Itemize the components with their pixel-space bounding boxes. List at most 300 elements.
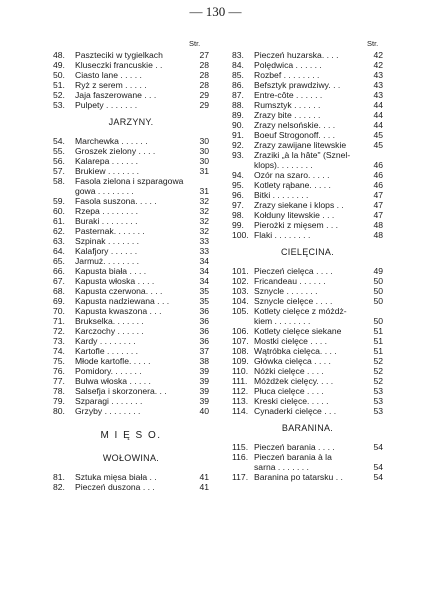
entry-title: Kardy . . . . . . . . bbox=[75, 336, 136, 346]
toc-entry bbox=[53, 146, 209, 156]
toc-entry bbox=[53, 472, 209, 482]
entry-page: 37 bbox=[199, 346, 209, 356]
entry-page: 43 bbox=[373, 90, 383, 100]
entry-number: 64. bbox=[53, 246, 65, 256]
toc-entry bbox=[53, 256, 209, 266]
entry-page: 32 bbox=[199, 206, 209, 216]
toc-entry bbox=[53, 60, 209, 70]
entry-title: Kotlety cielęce siekane bbox=[254, 326, 342, 336]
entry-number: 59. bbox=[53, 196, 65, 206]
entry-page: 34 bbox=[199, 266, 209, 276]
entry-title: Szpinak . . . . . . . bbox=[75, 236, 139, 246]
toc-entry bbox=[53, 246, 209, 256]
entry-page: 50 bbox=[373, 296, 383, 306]
toc-entry bbox=[232, 296, 383, 306]
toc-entry bbox=[232, 210, 383, 220]
entry-title: Bitki . . . . . . . . bbox=[254, 190, 309, 200]
entry-page: 54 bbox=[373, 442, 383, 452]
entry-number: 84. bbox=[232, 60, 244, 70]
entry-page: 52 bbox=[373, 376, 383, 386]
entry-page: 49 bbox=[373, 266, 383, 276]
entry-title: Karczochy . . . . . . bbox=[75, 326, 144, 336]
entry-page: 42 bbox=[373, 50, 383, 60]
entry-number: 108. bbox=[232, 346, 249, 356]
entry-number: 56. bbox=[53, 156, 65, 166]
entry-title: Sztuka mięsa biała . . bbox=[75, 472, 157, 482]
entry-page: 52 bbox=[373, 356, 383, 366]
entry-number: 50. bbox=[53, 70, 65, 80]
right-group1b bbox=[232, 170, 383, 240]
right-column bbox=[232, 50, 383, 482]
entry-page: 36 bbox=[199, 326, 209, 336]
entry-page: 32 bbox=[199, 196, 209, 206]
entry-number: 95. bbox=[232, 180, 244, 190]
left-group1 bbox=[53, 50, 209, 110]
entry-number: 81. bbox=[53, 472, 65, 482]
entry-page: 39 bbox=[199, 366, 209, 376]
right-group3b bbox=[232, 472, 383, 482]
entry-number: 54. bbox=[53, 136, 65, 146]
entry-number: 113. bbox=[232, 396, 249, 406]
toc-entry bbox=[232, 190, 383, 200]
toc-entry bbox=[53, 176, 209, 186]
entry-title: Flaki . . . . . . . . bbox=[254, 230, 311, 240]
entry-title: Wątróbka cielęca. . . . bbox=[254, 346, 337, 356]
entry-number: 61. bbox=[53, 216, 65, 226]
continuation-text: gowa . . . . . . . . bbox=[75, 186, 134, 196]
entry-number: 104. bbox=[232, 296, 249, 306]
toc-entry bbox=[53, 356, 209, 366]
section-heading-jarzyny: JARZYNY. bbox=[108, 117, 154, 127]
entry-page: 29 bbox=[199, 100, 209, 110]
entry-number: 93. bbox=[232, 150, 244, 160]
entry-title: Bulwa włoska . . . . . bbox=[75, 376, 151, 386]
entry-number: 106. bbox=[232, 326, 249, 336]
entry-page: 28 bbox=[199, 70, 209, 80]
entry-page: 33 bbox=[199, 246, 209, 256]
entry-title: Zrazy bite . . . . . . bbox=[254, 110, 321, 120]
entry-number: 99. bbox=[232, 220, 244, 230]
entry-number: 72. bbox=[53, 326, 65, 336]
entry-page: 32 bbox=[199, 216, 209, 226]
right-group2a bbox=[232, 266, 383, 316]
entry-number: 87. bbox=[232, 90, 244, 100]
entry-number: 83. bbox=[232, 50, 244, 60]
toc-entry bbox=[232, 276, 383, 286]
toc-entry bbox=[53, 70, 209, 80]
right-group1 bbox=[232, 50, 383, 160]
entry-number: 66. bbox=[53, 266, 65, 276]
entry-page: 46 bbox=[373, 180, 383, 190]
entry-number: 62. bbox=[53, 226, 65, 236]
toc-entry bbox=[53, 100, 209, 110]
toc-entry bbox=[53, 236, 209, 246]
entry-title: Sznycle cielęce . . . . bbox=[254, 296, 333, 306]
entry-title: Zrazy zawijane litewskie bbox=[254, 140, 347, 150]
toc-entry bbox=[232, 170, 383, 180]
entry-number: 63. bbox=[53, 236, 65, 246]
entry-title: Główka cielęca . . . . bbox=[254, 356, 331, 366]
section-heading-cielecina: CIELĘCINA. bbox=[280, 247, 334, 257]
continuation-page: 31 bbox=[199, 186, 209, 196]
entry-title: Zrazy nelsońskie. . . . bbox=[254, 120, 336, 130]
entry-title: Fasola suszona. . . . . bbox=[75, 196, 157, 206]
entry-page: 30 bbox=[199, 146, 209, 156]
entry-number: 114. bbox=[232, 406, 249, 416]
toc-entry bbox=[53, 406, 209, 416]
entry-number: 91. bbox=[232, 130, 244, 140]
toc-entry bbox=[232, 336, 383, 346]
continuation-page: 50 bbox=[373, 316, 383, 326]
entry-title: Jarmuż. . . . . . . . bbox=[75, 256, 139, 266]
entry-page: 44 bbox=[373, 120, 383, 130]
continuation-page: 54 bbox=[373, 462, 383, 472]
entry-page: 52 bbox=[373, 366, 383, 376]
entry-number: 65. bbox=[53, 256, 65, 266]
toc-entry bbox=[232, 326, 383, 336]
toc-entry bbox=[53, 336, 209, 346]
entry-number: 115. bbox=[232, 442, 249, 452]
entry-title: Pierożki z mięsem . . . bbox=[254, 220, 339, 230]
entry-page: 47 bbox=[373, 210, 383, 220]
entry-page: 54 bbox=[373, 472, 383, 482]
entry-title: Boeuf Strogonoff. . . . bbox=[254, 130, 336, 140]
entry-number: 109. bbox=[232, 356, 249, 366]
entry-page: 39 bbox=[199, 396, 209, 406]
entry-title: Pomidory. . . . . . . bbox=[75, 366, 142, 376]
toc-entry bbox=[53, 90, 209, 100]
toc-entry bbox=[53, 50, 209, 60]
continuation-page: 46 bbox=[373, 160, 383, 170]
entry-number: 71. bbox=[53, 316, 65, 326]
entry-page: 50 bbox=[373, 286, 383, 296]
entry-title: Pieczeń duszona . . . bbox=[75, 482, 155, 492]
entry-page: 51 bbox=[373, 346, 383, 356]
toc-entry bbox=[232, 442, 383, 452]
entry-title: Paszteciki w tygielkach bbox=[75, 50, 163, 60]
toc-entry bbox=[53, 226, 209, 236]
toc-entry bbox=[53, 366, 209, 376]
entry-title: Entre-côte . . . . . . bbox=[254, 90, 323, 100]
entry-title: Groszek zielony . . . . bbox=[75, 146, 156, 156]
toc-entry bbox=[232, 230, 383, 240]
entry-title: Buraki . . . . . . . . bbox=[75, 216, 138, 226]
entry-title: Szparagi . . . . . . . bbox=[75, 396, 143, 406]
entry-page: 46 bbox=[373, 170, 383, 180]
toc-entry bbox=[232, 396, 383, 406]
entry-number: 82. bbox=[53, 482, 65, 492]
left-group2b bbox=[53, 196, 209, 416]
entry-number: 69. bbox=[53, 296, 65, 306]
entry-page: 50 bbox=[373, 276, 383, 286]
entry-number: 98. bbox=[232, 210, 244, 220]
left-group2a bbox=[53, 136, 209, 186]
entry-page bbox=[193, 176, 209, 186]
toc-entry bbox=[53, 196, 209, 206]
entry-title: Kotlety rąbane. . . . . bbox=[254, 180, 331, 190]
entry-title: Brukiew . . . . . . . bbox=[75, 166, 139, 176]
toc-entry bbox=[53, 316, 209, 326]
page-number: — 130 — bbox=[189, 4, 242, 19]
toc-entry bbox=[232, 286, 383, 296]
entry-number: 70. bbox=[53, 306, 65, 316]
continuation-line bbox=[53, 186, 209, 196]
entry-number: 78. bbox=[53, 386, 65, 396]
toc-entry bbox=[53, 156, 209, 166]
entry-title: Móżdżek cielęcy. . . . bbox=[254, 376, 334, 386]
entry-title: Pieczeń cielęca . . . . bbox=[254, 266, 333, 276]
toc-entry bbox=[232, 70, 383, 80]
entry-title: Polędwica . . . . . . bbox=[254, 60, 322, 70]
entry-page: 41 bbox=[199, 482, 209, 492]
entry-page: 29 bbox=[199, 90, 209, 100]
entry-number: 67. bbox=[53, 276, 65, 286]
entry-title: Nóżki cielęce . . . . bbox=[254, 366, 324, 376]
toc-entry bbox=[53, 482, 209, 492]
entry-number: 90. bbox=[232, 120, 244, 130]
entry-number: 77. bbox=[53, 376, 65, 386]
entry-number: 107. bbox=[232, 336, 249, 346]
entry-page: 28 bbox=[199, 60, 209, 70]
toc-entry bbox=[53, 136, 209, 146]
toc-entry bbox=[232, 90, 383, 100]
entry-title: Mostki cielęce . . . . bbox=[254, 336, 328, 346]
entry-title: Kapusta czerwona. . . . bbox=[75, 286, 163, 296]
entry-number: 58. bbox=[53, 176, 65, 186]
entry-page: 42 bbox=[373, 60, 383, 70]
entry-title: Zraziki „à la hâte" (Sznel- bbox=[254, 150, 351, 160]
entry-title: Rumsztyk . . . . . . bbox=[254, 100, 321, 110]
toc-entry bbox=[53, 276, 209, 286]
entry-number: 100. bbox=[232, 230, 249, 240]
entry-number: 76. bbox=[53, 366, 65, 376]
entry-page: 51 bbox=[373, 336, 383, 346]
entry-page: 48 bbox=[373, 230, 383, 240]
right-group2b bbox=[232, 326, 383, 416]
entry-number: 117. bbox=[232, 472, 249, 482]
entry-number: 55. bbox=[53, 146, 65, 156]
entry-page: 30 bbox=[199, 136, 209, 146]
entry-page: 35 bbox=[199, 286, 209, 296]
toc-entry bbox=[53, 326, 209, 336]
entry-title: Rzepa . . . . . . . . bbox=[75, 206, 139, 216]
right-group3a bbox=[232, 442, 383, 462]
entry-number: 79. bbox=[53, 396, 65, 406]
entry-page: 34 bbox=[199, 256, 209, 266]
entry-number: 53. bbox=[53, 100, 65, 110]
toc-entry bbox=[232, 120, 383, 130]
toc-entry bbox=[232, 346, 383, 356]
entry-page: 36 bbox=[199, 306, 209, 316]
entry-number: 74. bbox=[53, 346, 65, 356]
section-heading-mieso: M I Ę S O. bbox=[100, 430, 162, 441]
entry-title: Befsztyk prawdziwy. . . bbox=[254, 80, 341, 90]
toc-entry bbox=[232, 376, 383, 386]
entry-title: Kluseczki francuskie . . bbox=[75, 60, 163, 70]
entry-page: 44 bbox=[373, 110, 383, 120]
entry-number: 88. bbox=[232, 100, 244, 110]
entry-number: 94. bbox=[232, 170, 244, 180]
toc-entry bbox=[232, 100, 383, 110]
entry-page: 47 bbox=[373, 190, 383, 200]
left-column bbox=[53, 50, 209, 492]
entry-title: Kotlety cielęce z móżdż- bbox=[254, 306, 347, 316]
entry-number: 96. bbox=[232, 190, 244, 200]
entry-page: 51 bbox=[373, 326, 383, 336]
entry-number: 89. bbox=[232, 110, 244, 120]
entry-page: 27 bbox=[199, 50, 209, 60]
entry-page: 28 bbox=[199, 80, 209, 90]
toc-entry bbox=[232, 472, 383, 482]
entry-page: 40 bbox=[199, 406, 209, 416]
toc-entry bbox=[232, 80, 383, 90]
toc-entry bbox=[232, 50, 383, 60]
toc-entry bbox=[232, 356, 383, 366]
entry-title: Kreski cielęce. . . . . bbox=[254, 396, 329, 406]
section-heading-baranina: BARANINA. bbox=[281, 423, 334, 433]
entry-number: 111. bbox=[232, 376, 248, 386]
toc-entry bbox=[53, 396, 209, 406]
entry-number: 112. bbox=[232, 386, 249, 396]
entry-number: 97. bbox=[232, 200, 244, 210]
entry-number: 86. bbox=[232, 80, 244, 90]
entry-title: Kapusta nadziewana . . . bbox=[75, 296, 170, 306]
toc-entry bbox=[53, 206, 209, 216]
entry-number: 85. bbox=[232, 70, 244, 80]
entry-page bbox=[367, 452, 383, 462]
entry-number: 102. bbox=[232, 276, 249, 286]
toc-entry bbox=[232, 130, 383, 140]
entry-number: 60. bbox=[53, 206, 65, 216]
entry-number: 103. bbox=[232, 286, 249, 296]
continuation-line bbox=[232, 462, 383, 472]
entry-number: 51. bbox=[53, 80, 65, 90]
toc-entry bbox=[232, 60, 383, 70]
toc-entry bbox=[232, 452, 383, 462]
entry-page: 35 bbox=[199, 296, 209, 306]
entry-title: Kołduny litewskie . . . bbox=[254, 210, 335, 220]
entry-page: 36 bbox=[199, 316, 209, 326]
entry-page: 53 bbox=[373, 396, 383, 406]
entry-title: Ozór na szaro. . . . . bbox=[254, 170, 330, 180]
entry-title: Fricandeau . . . . . . bbox=[254, 276, 326, 286]
entry-title: Salsefja i skorzonera. . . bbox=[75, 386, 167, 396]
entry-page: 47 bbox=[373, 200, 383, 210]
toc-entry bbox=[232, 306, 383, 316]
entry-title: Sznycle . . . . . . . bbox=[254, 286, 318, 296]
entry-page: 43 bbox=[373, 70, 383, 80]
continuation-text: kiem . . . . . . . . bbox=[254, 316, 311, 326]
entry-title: Młode kartofle. . . . . bbox=[75, 356, 151, 366]
toc-entry bbox=[53, 166, 209, 176]
entry-page: 32 bbox=[199, 226, 209, 236]
entry-page bbox=[367, 150, 383, 160]
entry-number: 101. bbox=[232, 266, 249, 276]
entry-title: Marchewka . . . . . . bbox=[75, 136, 148, 146]
entry-page: 39 bbox=[199, 386, 209, 396]
entry-number: 116. bbox=[232, 452, 249, 462]
entry-page: 31 bbox=[199, 166, 209, 176]
toc-entry bbox=[53, 80, 209, 90]
entry-title: Baranina po tatarsku . . bbox=[254, 472, 343, 482]
entry-number: 52. bbox=[53, 90, 65, 100]
entry-title: Kapusta włoska . . . . bbox=[75, 276, 155, 286]
toc-entry bbox=[232, 150, 383, 160]
entry-title: Ryż z serem . . . . . bbox=[75, 80, 147, 90]
entry-page: 41 bbox=[199, 472, 209, 482]
toc-entry bbox=[232, 386, 383, 396]
entry-title: Grzyby . . . . . . . . bbox=[75, 406, 141, 416]
entry-number: 92. bbox=[232, 140, 244, 150]
toc-entry bbox=[53, 386, 209, 396]
entry-title: Zrazy siekane i klops . . bbox=[254, 200, 344, 210]
toc-entry bbox=[53, 216, 209, 226]
entry-page: 30 bbox=[199, 156, 209, 166]
entry-title: Cynaderki cielęce . . . bbox=[254, 406, 337, 416]
toc-entry bbox=[232, 366, 383, 376]
entry-page: 48 bbox=[373, 220, 383, 230]
entry-number: 68. bbox=[53, 286, 65, 296]
toc-entry bbox=[53, 306, 209, 316]
entry-page: 53 bbox=[373, 406, 383, 416]
entry-number: 57. bbox=[53, 166, 65, 176]
toc-entry bbox=[232, 200, 383, 210]
toc-entry bbox=[53, 286, 209, 296]
entry-number: 73. bbox=[53, 336, 65, 346]
continuation-text: sarna . . . . . . . bbox=[254, 462, 309, 472]
toc-entry bbox=[53, 376, 209, 386]
entry-title: Pasternak. . . . . . . bbox=[75, 226, 145, 236]
entry-page: 34 bbox=[199, 276, 209, 286]
entry-title: Kapusta biała . . . . bbox=[75, 266, 147, 276]
entry-number: 49. bbox=[53, 60, 65, 70]
toc-entry bbox=[53, 296, 209, 306]
entry-title: Brukselka. . . . . . . bbox=[75, 316, 144, 326]
entry-title: Pieczeń barania à la bbox=[254, 452, 332, 462]
entry-title: Kartofle . . . . . . . bbox=[75, 346, 139, 356]
entry-number: 75. bbox=[53, 356, 65, 366]
entry-title: Jaja faszerowane . . . bbox=[75, 90, 157, 100]
entry-title: Ciasto lane . . . . . bbox=[75, 70, 142, 80]
str-label-left: Str. bbox=[189, 39, 201, 48]
entry-page: 53 bbox=[373, 386, 383, 396]
entry-number: 48. bbox=[53, 50, 65, 60]
continuation-line bbox=[232, 316, 383, 326]
str-label-right: Str. bbox=[367, 39, 379, 48]
entry-title: Rozbef . . . . . . . . bbox=[254, 70, 320, 80]
entry-page: 45 bbox=[373, 130, 383, 140]
continuation-text: klops). . . . . . . . bbox=[254, 160, 313, 170]
section-heading-wolowina: WOŁOWINA. bbox=[102, 453, 160, 463]
entry-title: Kapusta kwaszona . . . bbox=[75, 306, 162, 316]
entry-page: 39 bbox=[199, 376, 209, 386]
toc-entry bbox=[53, 266, 209, 276]
entry-title: Kalafjory . . . . . . bbox=[75, 246, 138, 256]
entry-title: Pieczeń huzarska. . . . bbox=[254, 50, 339, 60]
toc-entry bbox=[232, 266, 383, 276]
entry-number: 110. bbox=[232, 366, 249, 376]
left-group3 bbox=[53, 472, 209, 492]
entry-page: 33 bbox=[199, 236, 209, 246]
entry-title: Fasola zielona i szparagowa bbox=[75, 176, 184, 186]
entry-page bbox=[367, 306, 383, 316]
toc-entry bbox=[232, 140, 383, 150]
entry-title: Kalarepa . . . . . . bbox=[75, 156, 139, 166]
continuation-line bbox=[232, 160, 383, 170]
entry-title: Pulpety . . . . . . . bbox=[75, 100, 138, 110]
toc-entry bbox=[232, 180, 383, 190]
entry-title: Pieczeń barania . . . . bbox=[254, 442, 335, 452]
